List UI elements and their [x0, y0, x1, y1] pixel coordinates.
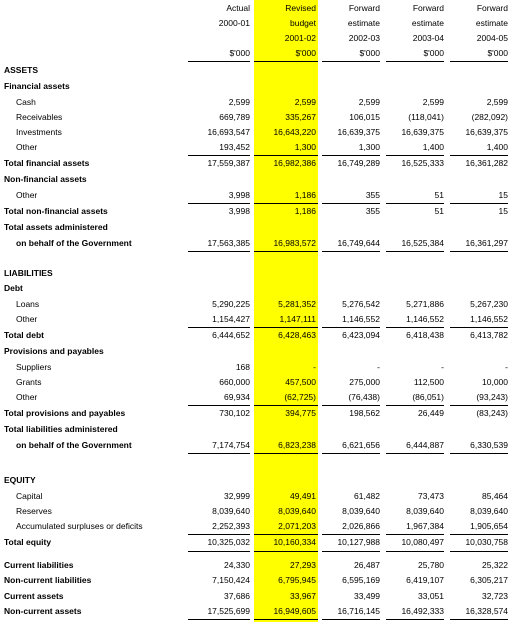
value-2002: 1,300	[358, 142, 380, 152]
value-2002: 1,146,552	[342, 314, 380, 324]
value-2004: 1,146,552	[470, 314, 508, 324]
subsection-financial-assets	[0, 79, 512, 94]
value-budget: 16,982,386	[273, 158, 316, 168]
table-row	[0, 360, 512, 375]
value-2004: 1,400	[486, 142, 508, 152]
value-actual: 193,452	[219, 142, 250, 152]
underline	[254, 551, 318, 552]
row-label: Grants	[16, 377, 42, 387]
value-2002: 16,716,145	[337, 606, 380, 616]
value-2004: (282,092)	[471, 112, 508, 122]
header-year-2002: 2002-03	[348, 33, 380, 43]
value-2004: 6,330,539	[470, 440, 508, 450]
table-row	[0, 519, 512, 534]
underline	[386, 453, 444, 454]
value-budget: 2,071,203	[278, 521, 316, 531]
section-title: ASSETS	[4, 65, 39, 75]
value-budget: 6,428,463	[278, 330, 316, 340]
header-estimate-3: estimate	[475, 18, 508, 28]
value-2004: 6,413,782	[470, 330, 508, 340]
row-label: Loans	[16, 299, 40, 309]
value-2004: 1,905,654	[470, 521, 508, 531]
row-label: Total financial assets	[4, 158, 90, 168]
header-forward-2: Forward	[412, 3, 444, 13]
subsection-non-financial-assets	[0, 172, 512, 187]
value-2003: 25,780	[418, 560, 444, 570]
unit-2: $'000	[359, 48, 380, 58]
table-row	[0, 297, 512, 312]
value-2002: 10,127,988	[337, 537, 380, 547]
total-row	[0, 328, 512, 343]
subsection-title: Non-financial assets	[4, 174, 87, 184]
value-2004: 6,305,217	[470, 575, 508, 585]
value-2003: -	[441, 362, 444, 372]
value-2003: 8,039,640	[406, 506, 444, 516]
summary-row	[0, 558, 512, 573]
value-2003: 26,449	[418, 408, 444, 418]
value-actual: 7,150,424	[212, 575, 250, 585]
value-2002: 61,482	[354, 491, 380, 501]
value-2003: 16,492,333	[401, 606, 444, 616]
value-2002: 106,015	[349, 112, 380, 122]
row-label: Other	[16, 142, 38, 152]
value-2003: 51	[434, 190, 444, 200]
value-2002: 6,423,094	[342, 330, 380, 340]
header-year-2003: 2003-04	[412, 33, 444, 43]
row-label: Cash	[16, 97, 36, 107]
value-budget: 394,775	[285, 408, 316, 418]
value-2002: 16,749,644	[337, 238, 380, 248]
row-label: Total provisions and payables	[4, 408, 126, 418]
value-budget: 6,823,238	[278, 440, 316, 450]
total-row	[0, 204, 512, 219]
value-actual: 2,252,393	[212, 521, 250, 531]
value-2004: 10,000	[482, 377, 508, 387]
header-year-2004: 2004-05	[476, 33, 508, 43]
value-2002: (76,438)	[348, 392, 380, 402]
value-actual: 17,559,387	[207, 158, 250, 168]
row-label: Other	[16, 392, 38, 402]
row-label: Non-current assets	[4, 606, 82, 616]
header-units-row	[0, 46, 512, 61]
summary-row	[0, 589, 512, 604]
row-label: Investments	[16, 127, 62, 137]
value-2004: 16,361,282	[465, 158, 508, 168]
unit-4: $'000	[487, 48, 508, 58]
subsection-title: Financial assets	[4, 81, 70, 91]
total-row-heading	[0, 422, 512, 437]
value-2003: 33,051	[418, 591, 444, 601]
header-forward-1: Forward	[348, 3, 380, 13]
value-actual: 669,789	[219, 112, 250, 122]
header-underline-1	[254, 61, 318, 62]
header-underline-4	[450, 61, 508, 62]
value-actual: 16,693,547	[207, 127, 250, 137]
row-label: Total liabilities administered	[4, 424, 118, 434]
row-label: Receivables	[16, 112, 63, 122]
header-underline-0	[188, 61, 250, 62]
value-2003: 51	[434, 206, 444, 216]
value-actual: 24,330	[224, 560, 250, 570]
value-2003: 10,080,497	[401, 537, 444, 547]
underline	[254, 251, 318, 252]
value-2002: 355	[365, 206, 380, 216]
total-row	[0, 406, 512, 421]
underline	[322, 453, 380, 454]
underline	[188, 619, 250, 620]
value-2004: 10,030,758	[465, 537, 508, 547]
header-estimate-1: estimate	[347, 18, 380, 28]
value-budget: 457,500	[285, 377, 316, 387]
value-budget: 8,039,640	[278, 506, 316, 516]
row-label: Total assets administered	[4, 222, 108, 232]
header-underline-3	[386, 61, 444, 62]
header-underline-2	[322, 61, 380, 62]
value-actual: 8,039,640	[212, 506, 250, 516]
row-label: Current liabilities	[4, 560, 74, 570]
value-2003: 16,525,384	[401, 238, 444, 248]
table-row	[0, 95, 512, 110]
unit-0: $'000	[229, 48, 250, 58]
subsection-title: Provisions and payables	[4, 346, 104, 356]
section-title: EQUITY	[4, 475, 36, 485]
value-2004: 16,328,574	[465, 606, 508, 616]
value-budget: 335,267	[285, 112, 316, 122]
value-actual: 3,998	[228, 206, 250, 216]
underline	[450, 251, 508, 252]
value-budget: -	[313, 362, 316, 372]
total-row	[0, 156, 512, 171]
row-label: on behalf of the Government	[16, 440, 132, 450]
value-budget: 33,967	[290, 591, 316, 601]
value-2004: 32,723	[482, 591, 508, 601]
value-actual: 5,290,225	[212, 299, 250, 309]
header-row-2	[0, 16, 512, 31]
row-label: Other	[16, 314, 38, 324]
header-revised: Revised	[285, 3, 316, 13]
value-2002: 5,276,542	[342, 299, 380, 309]
header-budget: budget	[290, 18, 316, 28]
value-2003: 1,400	[422, 142, 444, 152]
value-2004: 2,599	[486, 97, 508, 107]
value-actual: 17,525,699	[207, 606, 250, 616]
table-row	[0, 188, 512, 203]
underline	[188, 551, 250, 552]
underline	[386, 619, 444, 620]
value-2002: 8,039,640	[342, 506, 380, 516]
underline	[450, 551, 508, 552]
table-row	[0, 125, 512, 140]
value-actual: 2,599	[228, 97, 250, 107]
value-2003: 6,418,438	[406, 330, 444, 340]
value-actual: 3,998	[228, 190, 250, 200]
value-actual: 32,999	[224, 491, 250, 501]
value-budget: (62,725)	[284, 392, 316, 402]
value-budget: 1,300	[294, 142, 316, 152]
header-actual: Actual	[226, 3, 250, 13]
value-actual: 6,444,652	[212, 330, 250, 340]
row-label: Suppliers	[16, 362, 52, 372]
table-row	[0, 312, 512, 327]
row-label: on behalf of the Government	[16, 238, 132, 248]
value-2003: 6,444,887	[406, 440, 444, 450]
underline	[450, 619, 508, 620]
underline	[450, 453, 508, 454]
value-2004: 5,267,230	[470, 299, 508, 309]
value-2002: 355	[365, 190, 380, 200]
value-2002: 26,487	[354, 560, 380, 570]
value-actual: 1,154,427	[212, 314, 250, 324]
value-2003: 6,419,107	[406, 575, 444, 585]
value-actual: 7,174,754	[212, 440, 250, 450]
value-2003: 16,525,333	[401, 158, 444, 168]
summary-row	[0, 573, 512, 588]
header-year-budget: 2001-02	[284, 33, 316, 43]
header-row-3	[0, 31, 512, 46]
value-2004: 16,361,297	[465, 238, 508, 248]
value-2002: 198,562	[349, 408, 380, 418]
summary-row	[0, 604, 512, 619]
value-2003: 1,146,552	[406, 314, 444, 324]
value-2002: 275,000	[349, 377, 380, 387]
value-budget: 49,491	[290, 491, 316, 501]
header-year-actual: 2000-01	[218, 18, 250, 28]
value-budget: 1,147,111	[279, 314, 316, 324]
value-2003: (118,041)	[408, 112, 444, 122]
underline	[322, 619, 380, 620]
value-2003: 1,967,384	[406, 521, 444, 531]
value-actual: 660,000	[219, 377, 250, 387]
underline	[254, 453, 318, 454]
underline	[188, 453, 250, 454]
row-label: Other	[16, 190, 38, 200]
value-2003: 5,271,886	[406, 299, 444, 309]
value-2004: -	[505, 362, 508, 372]
unit-1: $'000	[295, 48, 316, 58]
value-2002: 2,599	[358, 97, 380, 107]
value-budget: 16,643,220	[273, 127, 316, 137]
section-title: LIABILITIES	[4, 268, 53, 278]
value-budget: 27,293	[290, 560, 316, 570]
row-label: Total debt	[4, 330, 44, 340]
value-2004: 25,322	[482, 560, 508, 570]
header-estimate-2: estimate	[411, 18, 444, 28]
value-2004: (83,243)	[476, 408, 508, 418]
header-forward-3: Forward	[476, 3, 508, 13]
underline	[254, 619, 318, 620]
section-equity	[0, 473, 512, 488]
value-actual: 10,325,032	[207, 537, 250, 547]
row-label: Total equity	[4, 537, 52, 547]
total-row	[0, 438, 512, 453]
subsection-debt	[0, 281, 512, 296]
value-budget: 16,949,605	[273, 606, 316, 616]
value-budget: 1,186	[294, 190, 316, 200]
value-actual: 17,563,385	[207, 238, 250, 248]
table-row	[0, 504, 512, 519]
table-row	[0, 140, 512, 155]
value-2004: 15	[498, 190, 508, 200]
row-label: Accumulated surpluses or deficits	[16, 521, 143, 531]
value-2003: 112,500	[413, 377, 444, 387]
value-2002: 6,621,656	[342, 440, 380, 450]
value-2002: 2,026,866	[342, 521, 380, 531]
value-2004: 85,464	[482, 491, 508, 501]
value-2004: 16,639,375	[465, 127, 508, 137]
value-2002: 16,749,289	[337, 158, 380, 168]
subsection-provisions	[0, 344, 512, 359]
value-2003: 73,473	[418, 491, 444, 501]
row-label: Non-current liabilities	[4, 575, 92, 585]
underline	[386, 551, 444, 552]
value-2003: 2,599	[422, 97, 444, 107]
row-label: Reserves	[16, 506, 52, 516]
value-2002: 6,595,169	[342, 575, 380, 585]
table-row	[0, 375, 512, 390]
value-2004: 8,039,640	[470, 506, 508, 516]
value-actual: 168	[235, 362, 250, 372]
table-row	[0, 489, 512, 504]
value-budget: 1,186	[294, 206, 316, 216]
table-row	[0, 110, 512, 125]
section-assets	[0, 63, 512, 78]
value-2002: 33,499	[354, 591, 380, 601]
value-actual: 37,686	[224, 591, 250, 601]
row-label: Total non-financial assets	[4, 206, 108, 216]
value-budget: 10,160,334	[273, 537, 316, 547]
value-budget: 2,599	[294, 97, 316, 107]
value-2002: -	[377, 362, 380, 372]
underline	[322, 251, 380, 252]
subsection-title: Debt	[4, 283, 23, 293]
underline	[322, 551, 380, 552]
value-2002: 16,639,375	[337, 127, 380, 137]
total-row	[0, 535, 512, 550]
value-budget: 5,281,352	[278, 299, 316, 309]
underline	[386, 251, 444, 252]
section-liabilities	[0, 266, 512, 281]
underline	[188, 251, 250, 252]
value-actual: 730,102	[219, 408, 250, 418]
total-row	[0, 236, 512, 251]
unit-3: $'000	[423, 48, 444, 58]
value-budget: 16,983,572	[273, 238, 316, 248]
value-2004: 15	[498, 206, 508, 216]
row-label: Current assets	[4, 591, 64, 601]
row-label: Capital	[16, 491, 43, 501]
value-budget: 6,795,945	[278, 575, 316, 585]
table-row	[0, 390, 512, 405]
value-2003: (86,051)	[412, 392, 444, 402]
value-2004: (93,243)	[476, 392, 508, 402]
header-row-1	[0, 1, 512, 16]
total-row-heading	[0, 220, 512, 235]
value-actual: 69,934	[224, 392, 250, 402]
value-2003: 16,639,375	[401, 127, 444, 137]
